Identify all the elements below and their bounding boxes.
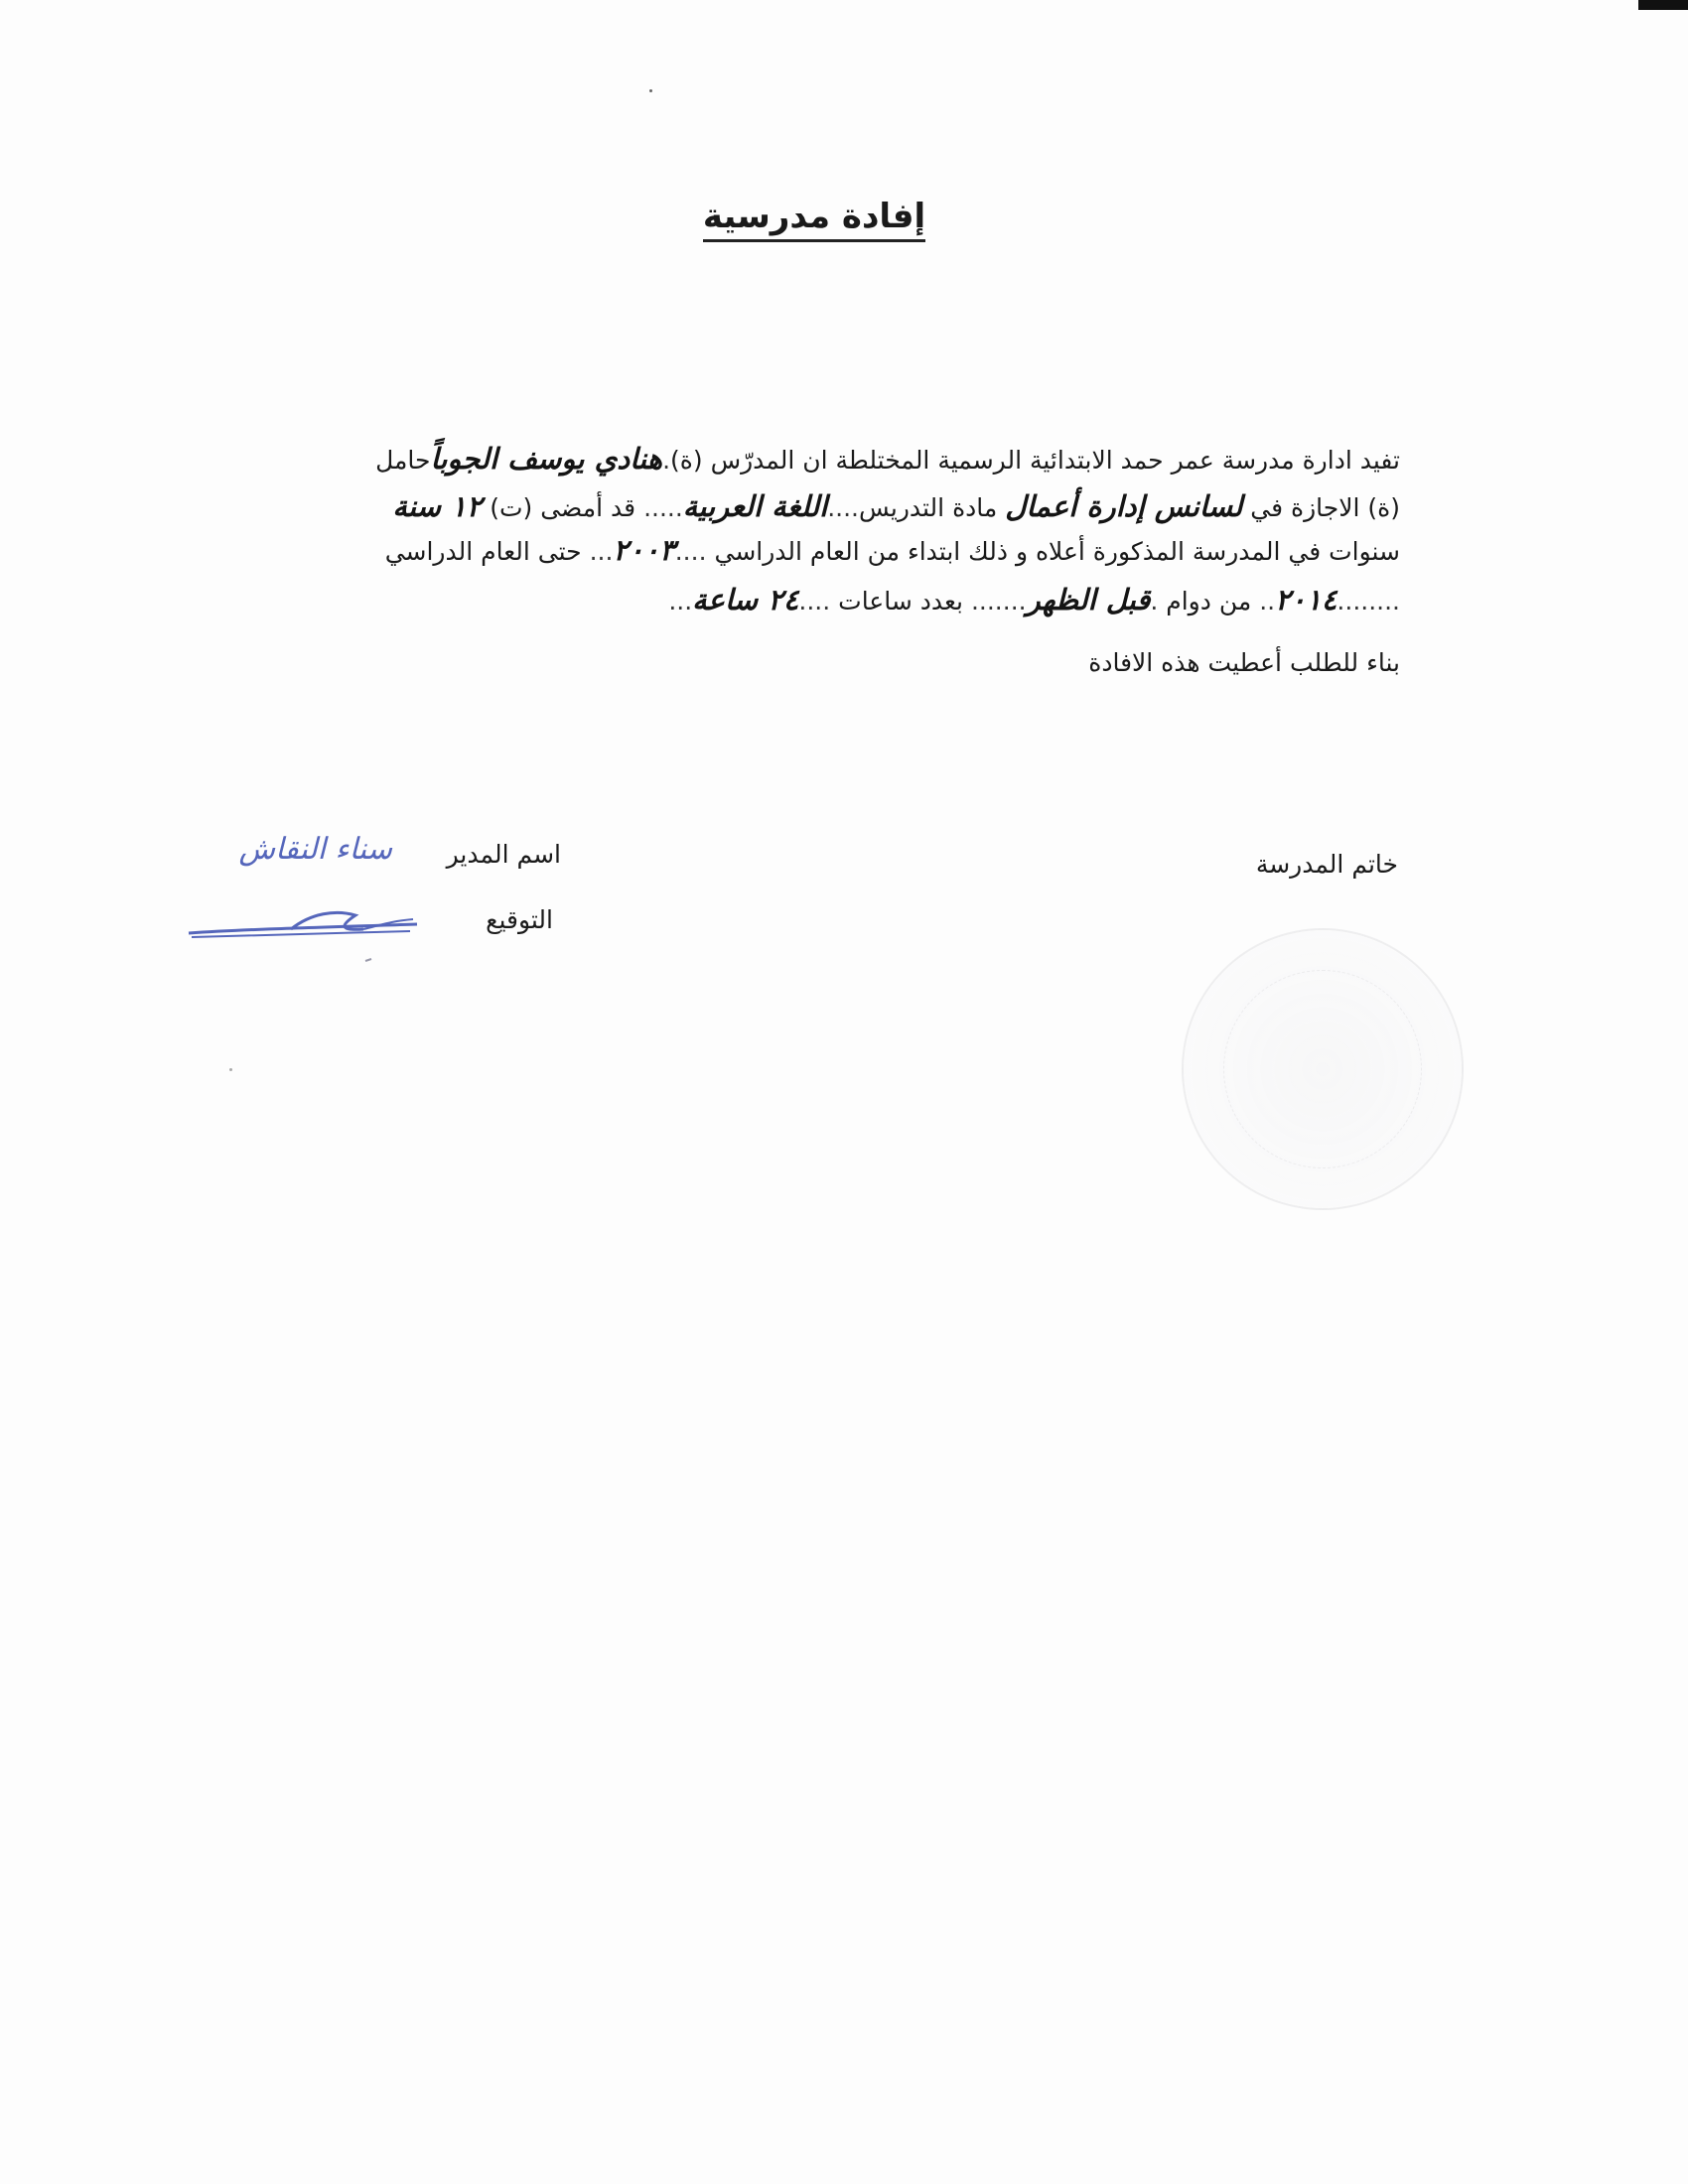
hours: ٢٤ ساعة [692, 583, 799, 616]
body-line-1: تفيد ادارة مدرسة عمر حمد الابتدائية الرسمية المختلطة ان المدرّس (ة).هنادي يوسف الجوباًحامل [375, 442, 1400, 476]
stamp-label: خاتم المدرسة [1255, 850, 1398, 879]
school-stamp [1182, 928, 1464, 1210]
subject: اللغة العربية [682, 489, 828, 523]
degree: لسانس إدارة أعمال [1005, 489, 1243, 523]
principal-label: اسم المدير [446, 840, 561, 869]
start-year: ٢٠٠٣ [613, 533, 675, 567]
body-line-2: (ة) الاجازة في لسانس إدارة أعمال مادة التدريس....اللغة العربية..... قد أمضى (ت) ١٢ سنة [392, 489, 1400, 523]
principal-signature [187, 901, 425, 971]
teacher-name: هنادي يوسف الجوباً [430, 442, 663, 476]
body-line-3: سنوات في المدرسة المذكورة أعلاه و ذلك ابتداء من العام الدراسي ....٢٠٠٣... حتى العام الدراسي [384, 533, 1400, 567]
shift: قبل الظهر [1026, 583, 1151, 616]
scan-speck [229, 1068, 232, 1071]
signature-label: التوقيع [486, 905, 553, 934]
document-title: إفادة مدرسية [0, 197, 1628, 236]
body-line-4: ........٢٠١٤.. من دوام .قبل الظهر....... بعدد ساعات ....٢٤ ساعة... [668, 583, 1400, 616]
principal-name: سناء النقاش [238, 832, 392, 867]
scan-edge-mark [1638, 0, 1688, 10]
end-year: ٢٠١٤ [1275, 583, 1337, 616]
scan-speck [649, 89, 652, 92]
years-count: ١٢ سنة [392, 489, 483, 523]
closing-line: بناء للطلب أعطيت هذه الافادة [1088, 648, 1400, 677]
